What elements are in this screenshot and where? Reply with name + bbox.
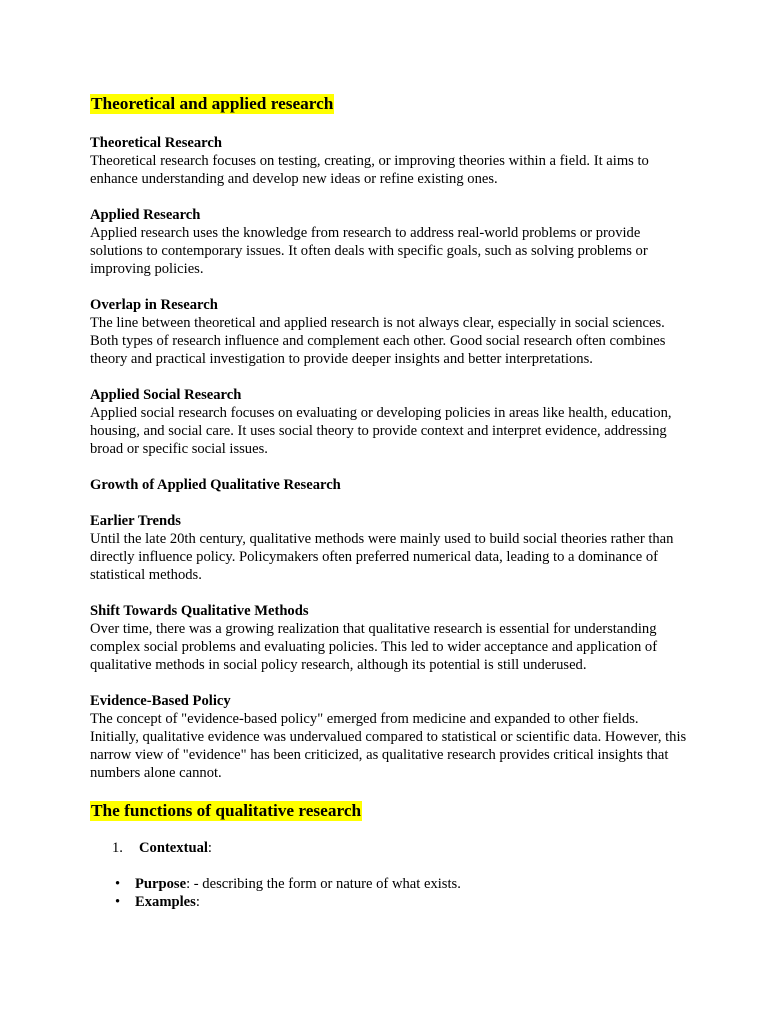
document-page <box>90 94 690 911</box>
block-title: Theoretical Research <box>90 135 222 151</box>
block-shift-qualitative <box>90 602 690 674</box>
heading-row-1 <box>90 94 690 114</box>
block-title: Earlier Trends <box>90 513 181 529</box>
block-applied-social-research <box>90 386 690 458</box>
numbered-label: Contextual <box>139 840 208 856</box>
bullet-text: : - describing the form or nature of what exists. <box>186 876 461 892</box>
block-title: Applied Social Research <box>90 387 242 403</box>
section-heading-theoretical-applied: Theoretical and applied research <box>91 94 334 113</box>
block-text: Until the late 20th century, qualitative methods were mainly used to build social theories rather than directly influence policy. Policymakers often preferred numerical data, leading to a dominance of statistical methods. <box>90 531 674 583</box>
block-applied-research <box>90 206 690 278</box>
block-theoretical-research <box>90 134 690 188</box>
bullet-icon: • <box>115 876 121 892</box>
list-number: 1. <box>112 840 123 856</box>
block-overlap-research <box>90 296 690 368</box>
list-item <box>90 875 690 893</box>
block-text: Applied research uses the knowledge from research to address real-world problems or provide solutions to contemporary issues. It often deals with specific goals, such as solving problems or improving policies. <box>90 225 648 277</box>
bullet-label: Examples <box>135 894 196 910</box>
growth-title: Growth of Applied Qualitative Research <box>90 477 341 493</box>
block-text: The line between theoretical and applied research is not always clear, especially in social sciences. Both types of research influence and complement each other. Good social research often combines theory and practical investigation to provide deeper insights and better interpretations. <box>90 315 666 367</box>
numbered-suffix: : <box>207 840 212 856</box>
block-text: Theoretical research focuses on testing, creating, or improving theories within a field. It aims to enhance understanding and develop new ideas or refine existing ones. <box>90 153 649 187</box>
block-title: Applied Research <box>90 207 201 223</box>
bullet-label: Purpose <box>135 876 187 892</box>
numbered-item-contextual <box>90 839 690 857</box>
block-title: Overlap in Research <box>90 297 218 313</box>
list-item <box>90 893 690 911</box>
block-text: Over time, there was a growing realization that qualitative research is essential for understanding complex social problems and evaluating policies. This led to wider acceptance and application of qualitative methods in social policy research, although its potential is still underused. <box>90 621 658 673</box>
bullet-text: : <box>195 894 200 910</box>
section-heading-functions: The functions of qualitative research <box>91 801 362 820</box>
bullet-icon: • <box>115 894 121 910</box>
bullet-list <box>90 875 690 911</box>
block-text: The concept of "evidence-based policy" emerged from medicine and expanded to other fields. Initially, qualitative evidence was undervalued compared to statistical or scientific data. However, this narrow view of "evidence" has been criticized, as qualitative research provides critical insights that numbers alone cannot. <box>90 711 687 781</box>
block-text: Applied social research focuses on evaluating or developing policies in areas like health, education, housing, and social care. It uses social theory to provide context and interpret evidence, addressing broad or specific social issues. <box>90 405 672 457</box>
block-title: Shift Towards Qualitative Methods <box>90 603 309 619</box>
block-evidence-based-policy <box>90 692 690 782</box>
heading-row-2 <box>90 801 690 821</box>
block-title: Evidence-Based Policy <box>90 693 231 709</box>
block-earlier-trends <box>90 512 690 584</box>
